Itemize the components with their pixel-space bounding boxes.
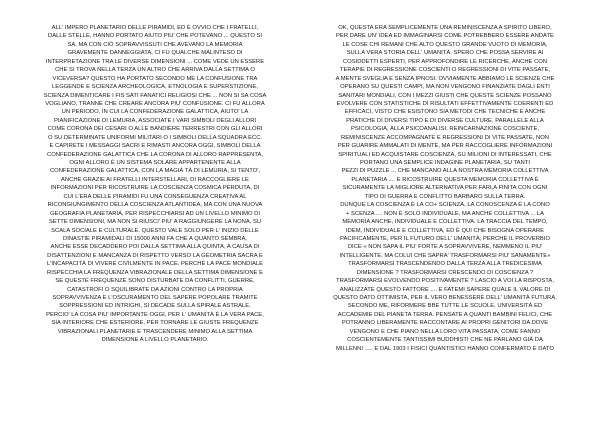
right-column-text: OK, QUESTA ERA SEMPLICEMENTE UNA REMINISCENZA A SPIRITO LIBERO, PER DARE UN' IDEA ED IMMAGINARSI COME POTREBBERO ESSERE ANDATE LE COSE CHI REMANI CHE ALTO QUESTO GRANDE VUOTO DI MEMORIA, SULLA VERA STORIA DELL' UMANITÀ. SPERO CHE POSSA SERVIRE AI COSIDDETTI ESPERTI, PER APPROFONDIRE LE RICERCHE, ANCHE CON TERAPIE DI REGRESSIONE COSCIENTI O REGRESSIONI DI VITE PASSATE, A MENTE SVEGLIA E SENZA IPNOSI. OVVIAMENTE ABBIAMO LE SCIENZE CHE OPERANO SU QUESTI CAMPI, MA NON VENGONO FINANZIATE DAGLI ENTI SANITARI MONDIALI, CON I MEZZI GIUSTI CHE QUESTE SCIENZE POSSANO EVOLVERE CON STATISTICHE DI RISULTATI EFFETTIVAMENTE COERENTI ED EFFICACI, VISTO CHE ESISTONO SIA METODI CHE TECNICHE E ANCHE PRATICHE DI DIVERSI TIPO E DI DIVERSE CULTURE, PARALLELE ALLA PSICOLOGIA, ALLA PSICOANALISI, REINCARNAZIONE COSCIENTE, REMINISCENZE ACCOMPAGNATE E REGRESSIONI DI VITE PASSATE, NON PER GUARIRE AMMALATI DI MENTE, MA PER RACCOGLIERE INFORMAZIONI SPIRITUALI ED ACQUISTARE COSCIENZA, SU MILIONI DI INTERESSATI, CHE PORTANO UNA SEMPLICE INDAGINE PLANETARIA, SU TANTI PEZZI DI PUZZLE ... CHE MANCANO ALLA NOSTRA MEMORIA COLLETTIVA PLANETARIA .... E RICOSTRUIRE QUESTA MEMORIA COLLETTIVA È SICURAMENTE LA MIGLIORE ALTERNATIVA PER FARLA FINITA CON OGNI TIPO DI GUERRA E CONFLITTO BARBARO SULLA TERRA. DUNQUE LA COSCIENZA È LA CO+ SCIENZA, LA CONOSCENZA È LA CONO + SCENZA .... NON È SOLO INDIVIDUALE, MA ANCHE COLLETTIVA ... LA MEMORIA ANCHE, INDIVIDUALE E COLLETTIVA. LA TRACCIA DEL TEMPO, IDEM, INDIVIDUALE E COLLETTIVA, ED È QUI CHE BISOGNA OPERARE PACIFICAMENTE, PER IL FUTURO DELL' UMANITÀ, PERCHÈ IL PROVERBIO DICE « NON SAPA IL PIU' FORTE A SOPRAVVIVERE, NEMMENO IL PIU' INTELLIGENTE, MA COLUI CHE SAPRA' TRASFORMARSI PIU' SANAMENTE» TRASFORMARSI TRASCENDENDO DALLA TERZA ALLA TREDICESIMA DIMENSIONE ? TRASFORMARSI CRESCENDO DI COSCIENZA ? TRASFORMARSI EVOLVENDO POSITIVAMENTE ? LASCIO A VOI LA RISPOSTA, ANALIZZATE QUESTO FATTORE .... E FATEMI SAPERE QUALE IL VALORE DI QUESTO DATO OTTIMISTA, PER IL VERO BENESSERE DELL' UMANITÀ FUTURA. SECONDO ME, RIFORMERE BBE TUTTE LE SCUOLE, UNIVERSITÀ ED ACCADEMIE DEL PIANETA TERRA. PENSATE A QUANTI BAMBINI FELICI, CHE POTRANNO LIBERAMENTE RACCONTARE AI PROPRI GENITORI DA DOVE VENGONO E CHE PIANO NELLA LORO VITA PASSATA, COME FANNO COSCIENTEMENTE TANTISSIMI BUDDHISTI CHE NE PARLANO GIÀ DA MILLENNI ..... E DAL 1903 I FISICI QUANTISTICI HANNO CONFERMATO È DATO	[333, 25, 557, 352]
left-column-text: ALL' IMPERO PLANETARIO DELLE PIRAMIDI, ED È OVVIO CHE I FRATELLI, DALLE STELLE, HANNO PORTATO AIUTO PIU' CHE POTEVANO ... QUESTO SI SA, MA CON CIÒ SOPRAVVISSUTI CHE AVEVANO LA MEMORIA GRAVEMENTE DANNEGGIATA, CI FU QUALCHE MALINTESO DI INTERPRETAZIONE TRA LE DIVERSE DIMENSIONI ... COME VEDE UN ESSERE CHE SI TROVA NELLA TERZA UN ALTRO CHE ARRIVA DALLA SETTIMA O VICEVERSA? QUESTO HA PORTATO SECONDO ME LA CONFUSIONE TRA LEGGENDE E SCIENZA ARCHEOLOGICA, ETNOLOGIA E SUPERSTIZIONE, SCIENZA DIMENTICARE I FIS SATI FANATICI RELIGIOSI CHE ... NON SI SA COSA VOGLIANO, TRANNE CHE CREARE ANCORA PIU' CONFUSIONE. CI FU ALLORA UN PERIODO, IN CUI LA CONFEDERAZIONE GALATTICA, AIUTO' LA PIANIFICAZIONE DI LEMURIA, ASSOCIATE I VARI SIMBOLI DEGLI ALLORI COME CORONA DEI CESARI O ALLE BANDIERE TERRESTRI CON GLI ALLORI O SU DETERMINATE UNIFORMI MILITARI O I SIMBOLI DELLA SQUADRA ECC. E CAPIRETE I MESSAGGI SACRI E RIMASTI ANCORA OGGI, SIMBOLI DELLA CONFEDERAZIONE GALATTICA CHE LA CORONA DI ALLORO RAPPRESENTA, OGNI ALLORO È UN SISTEMA SOLARE APPARTENENTE ALLA CONFEDERAZIONE GALATTICA, CON LA MAGIÀ TÀ DI LEMURIA, SI TENTO', ANCHE GRAZIE AI FRATELLI INTERSTELLARI, DI RACCOGLIERE LE INFORMAZIONI PER RICOSTRUIRE LA COSCIENZA COSMICA PERDUTA, DI CUI L'ERA DELLE PIRAMIDI FU UNA CONSEGUENZA CREATIVA AL RICONGIUNGIMENTO DELLA COSCIENZA ATLANTIDEA, MA CON UNA NUOVA GEOGRAFIA PLANETARIA, PER RISPECCHIARSI AD UN LIVELLO MINIMO DI SETTE DIMENSIONI, MA NON SI RIUSCI' PIU' A RAGGIUNGERE LA NONA, SU SCALA SOCIALE E CULTURALE. QUESTO VALE SOLO PER L' INIZIO DELLE DINASTIE PIRAMIDALI DI 15000 ANNI FA CHE A QUANTO SEMBRA, ANCHE ESSE DECADDERO POI DALLA SETTIMA ALLA QUINTA, A CAUSA DI DISATTENZIONI E MANCANZA DI RISPETTO VERSO LA GEOMETRIA SACRA E L'INCAPACITÀ DI VIVERE CIVILMENTE IN PACE. PERCHÈ LA PACE MONDIALE RISPECCHIA LA FREQUENZA VIBRAZIONALE DELLA SETTIMA DIMENSIONE E SE QUESTE FREQUENZE SONO DISTURBATE DA CONFLITTI, GUERRE, CATASTROFI O SQUILIBRATE DA AZIONI CONTRO LA PROPRIA SOPRAVVIVENZA E L'OSCURAMENTO DEL SAPERE POPOLARE TRAMITE SOPPRESSIONI ED INTRIGHI, SI DECADE SULLA SPIRALE ASTRALE. PERCIO' LA COSA PIU' IMPORTANTE OGGI, PER L' UMANITÀ È LA VERA PACE, SIA INTERIORE CHE ESTERIORE, PER TORNARE LE GIUSTE FREQUENZE VIBRAZIONALI PLANETARIE E TRASCENDERE MINIMO ALLA SETTIMA DIMENSIONE A LIVELLO PLANETARIO.	[43, 25, 267, 344]
